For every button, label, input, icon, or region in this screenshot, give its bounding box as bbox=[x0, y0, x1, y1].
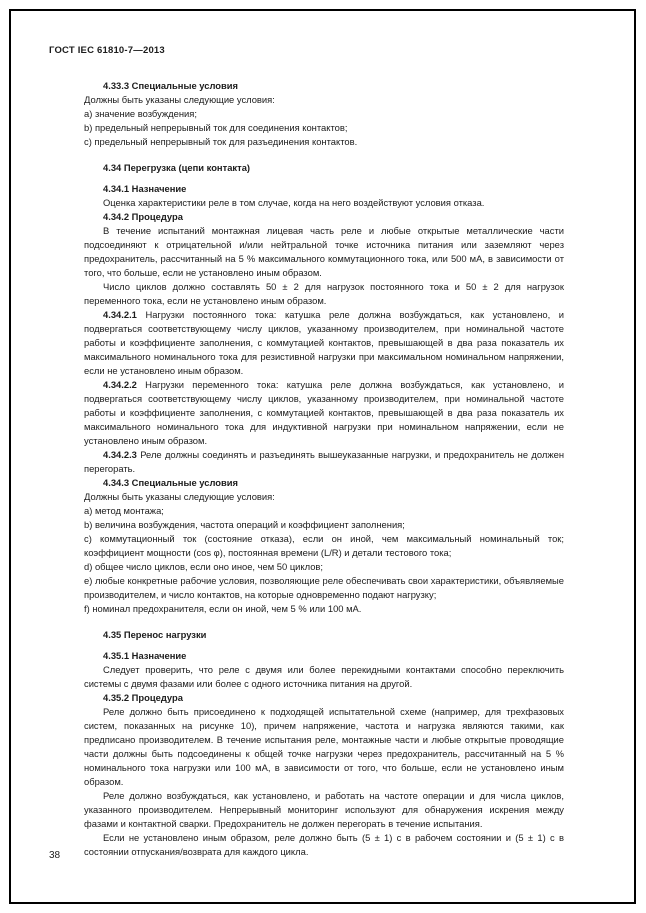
paragraph: В течение испытаний монтажная лицевая часть реле и любые открытые металлические части подсоединяют к отрицательной и/или нейтральной точке источника питания или заземляют через предохранитель, рассчитанный на 5 % максимального коммутационного тока, или 500 мА, в зависимости от того, что больше, если не установлено иным образом. bbox=[84, 225, 564, 278]
document-body bbox=[84, 79, 564, 859]
page-number: 38 bbox=[49, 850, 61, 861]
paragraph: Если не установлено иным образом, реле должно быть (5 ± 1) с в рабочем состоянии и (5 ± 1) с в состоянии отпускания/возврата для каждого цикла. bbox=[84, 832, 564, 857]
paragraph: Оценка характеристики реле в том случае, когда на него воздействуют условия отказа. bbox=[103, 197, 485, 208]
subsection-heading: 4.35.2 Процедура bbox=[103, 692, 183, 703]
section-heading: 4.35 Перенос нагрузки bbox=[103, 629, 207, 640]
list-item: c) коммутационный ток (состояние отказа), если он иной, чем максимальный номинальный ток; коэффициент мощности (cos φ), постоянная времени (L/R) и детали тестового тока; bbox=[84, 533, 564, 558]
list-item: a) значение возбуждения; bbox=[84, 108, 197, 119]
paragraph: Реле должно быть присоединено к подходящей испытательной схеме (например, для трехфазовых систем, показанных на рисунке 10), причем напряжение, частота и нагрузка являются такими, как предписано производителем. В течение испытания реле, монтажные части и любые открытые проводящие части должны быть подсоединены к общей точке нагрузки через предохранитель, рассчитанный на 5 % номинального тока нагрузки или 100 мА, в зависимости от того, что больше, если не установлено иным образом. bbox=[84, 706, 564, 787]
list-item: b) предельный непрерывный ток для соединения контактов; bbox=[84, 122, 348, 133]
clause-number: 4.34.2.1 bbox=[103, 309, 137, 320]
paragraph: Должны быть указаны следующие условия: bbox=[84, 491, 275, 502]
subsection-heading: 4.35.1 Назначение bbox=[103, 650, 187, 661]
clause-number: 4.34.2.3 bbox=[103, 449, 137, 460]
list-item: f) номинал предохранителя, если он иной, чем 5 % или 100 мА. bbox=[84, 603, 362, 614]
numbered-paragraph bbox=[84, 378, 564, 448]
clause-text: Реле должны соединять и разъединять вышеуказанные нагрузки, и предохранитель не должен перегорать. bbox=[84, 449, 564, 474]
paragraph: Реле должно возбуждаться, как установлено, и работать на частоте операции и для числа циклов, указанного производителем. Непрерывный мониторинг используют для обнаружения искрения между фазами и контактной сварки. Предохранитель не должен перегорать в течение испытания. bbox=[84, 790, 564, 829]
paragraph: Число циклов должно составлять 50 ± 2 для нагрузок постоянного тока и 50 ± 2 для нагрузок переменного тока, если не установлено иным образом. bbox=[84, 281, 564, 306]
clause-text: Нагрузки переменного тока: катушка реле должна возбуждаться, как установлено, и подвергаться соответствующему числу циклов, указанному производителем, при номинальной частоте работы и коэффициенте заполнения, с коммутацией контактов, превышающей в два раза показатель их максимального номинального тока для индуктивной нагрузки при номинальном напряжении, если не установлено иным образом. bbox=[84, 379, 564, 446]
list-item: c) предельный непрерывный ток для разъединения контактов. bbox=[84, 136, 358, 147]
clause-text: Нагрузки постоянного тока: катушка реле должна возбуждаться, как установлено, и подвергаться соответствующему числу циклов, указанному производителем, при номинальной частоте работы и коэффициенте заполнения, с коммутацией контактов, превышающей в два раза показатель их максимального номинального тока для резистивной нагрузки при максимальном номинальном напряжении, если не установлено иным образом. bbox=[84, 309, 564, 376]
paragraph: Следует проверить, что реле с двумя или более перекидными контактами способно переключить системы с двумя фазами или более с одного источника питания на другой. bbox=[84, 664, 564, 689]
numbered-paragraph bbox=[84, 308, 564, 378]
subsection-heading: 4.33.3 Специальные условия bbox=[103, 80, 239, 91]
list-item: d) общее число циклов, если оно иное, чем 50 циклов; bbox=[84, 561, 324, 572]
list-item: a) метод монтажа; bbox=[84, 505, 164, 516]
running-header: ГОСТ IEC 61810-7—2013 bbox=[49, 45, 165, 56]
numbered-paragraph bbox=[84, 448, 564, 476]
list-item: e) любые конкретные рабочие условия, позволяющие реле обеспечивать свои характеристики, объявляемые производителем, и число контактов, на которые одновременно подают нагрузку; bbox=[84, 575, 564, 600]
subsection-heading: 4.34.3 Специальные условия bbox=[103, 477, 239, 488]
clause-number: 4.34.2.2 bbox=[103, 379, 137, 390]
subsection-heading: 4.34.2 Процедура bbox=[103, 211, 183, 222]
paragraph: Должны быть указаны следующие условия: bbox=[84, 94, 275, 105]
section-heading: 4.34 Перегрузка (цепи контакта) bbox=[103, 162, 251, 173]
subsection-heading: 4.34.1 Назначение bbox=[103, 183, 187, 194]
list-item: b) величина возбуждения, частота операций и коэффициент заполнения; bbox=[84, 519, 405, 530]
